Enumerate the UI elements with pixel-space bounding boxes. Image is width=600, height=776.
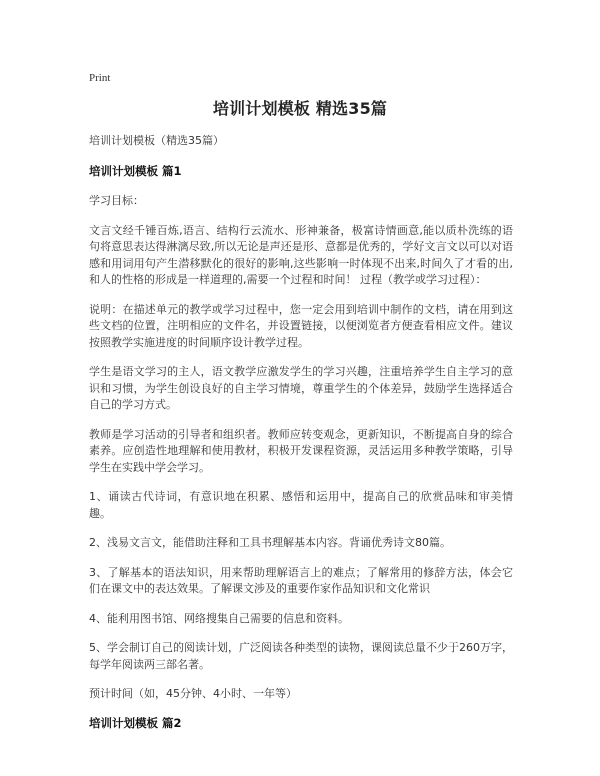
paragraph-item-2: 2、浅易文言文，能借助注释和工具书理解基本内容。背诵优秀诗文80篇。: [89, 536, 451, 549]
paragraph-item-5: 5、学会制订自己的阅读计划，广泛阅读各种类型的读物，课阅读总量不少于260万字，每学年阅读两三部名著。: [89, 641, 513, 671]
print-link[interactable]: Print: [89, 72, 111, 84]
paragraph-explanation: 说明：在描述单元的教学或学习过程中，您一定会用到培训中制作的文档，请在用到这些文档的位置，注明相应的文件名，并设置链接，以便浏览者方便查看相应文件。建议按照教学实施进度的时间顺序设计教学过程。: [89, 302, 513, 349]
paragraph-item-1: 1、诵读古代诗词，有意识地在积累、感悟和运用中，提高自己的欣赏品味和审美情趣。: [89, 490, 513, 520]
section-heading-1: 培训计划模板 篇1: [89, 164, 182, 178]
paragraph-classical-chinese: 文言文经千锤百炼,语言、结构行云流水、形神兼备，极富诗情画意,能以质朴洗练的语句将意思表达得淋漓尽致,所以无论是声还是形、意都是优秀的，学好文言文以可以对语感和用词用句产生潜移默化的很好的影响,这些影响一时体现不出来,时间久了才看的出,和人的性格的形成是一样道理的,需要一个过程和时间！ 过程（教学或学习过程）：: [89, 223, 513, 286]
paragraph-learning-goals: 学习目标：: [89, 194, 144, 207]
document-title: 培训计划模板 精选35篇: [212, 99, 388, 118]
document-subtitle: 培训计划模板（精选35篇）: [89, 134, 224, 147]
paragraph-item-4: 4、能利用图书馆、网络搜集自己需要的信息和资料。: [89, 611, 349, 625]
section-heading-2: 培训计划模板 篇2: [89, 715, 182, 730]
paragraph-teachers: 教师是学习活动的引导者和组织者。教师应转变观念，更新知识，不断提高自身的综合素养。应创造性地理解和使用教材，积极开发课程资源，灵活运用多种教学策略，引导学生在实践中学会学习。: [89, 427, 513, 474]
paragraph-estimated-time: 预计时间（如，45分钟、4小时、一年等）: [89, 687, 297, 700]
document-body: [89, 134, 513, 745]
paragraph-students: 学生是语文学习的主人，语文教学应激发学生的学习兴趣，注重培养学生自主学习的意识和习惯，为学生创设良好的自主学习情境，尊重学生的个体差异，鼓励学生选择适合自己的学习方式。: [89, 365, 513, 411]
paragraph-item-3: 3、了解基本的语法知识，用来帮助理解语言上的难点；了解常用的修辞方法，体会它们在课文中的表达效果。了解课文涉及的重要作家作品知识和文化常识: [89, 565, 513, 595]
